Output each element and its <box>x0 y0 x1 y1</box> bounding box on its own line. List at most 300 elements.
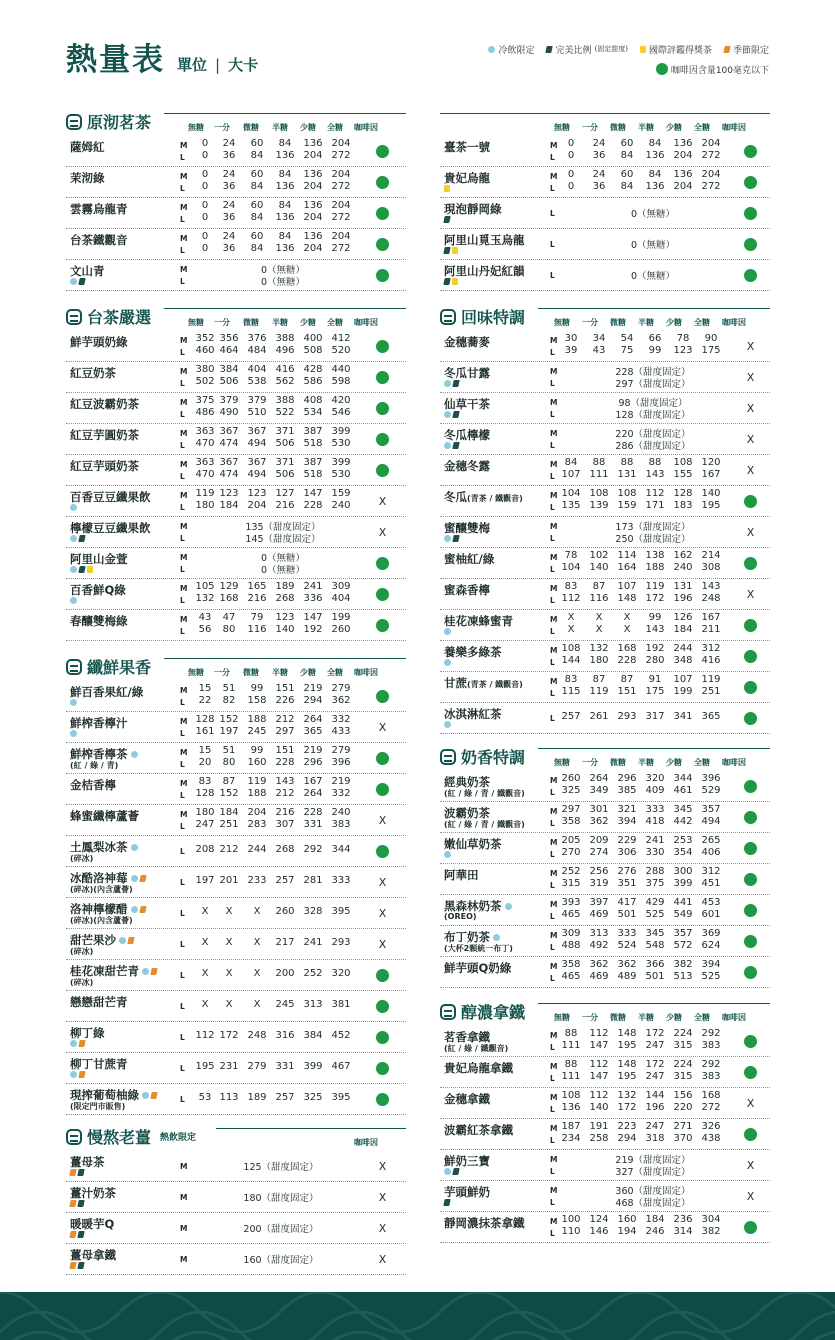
drink-name-text: 阿里山丹妃紅韻 <box>444 264 525 278</box>
calorie-value: 36 <box>592 150 606 161</box>
drink-name-text: 甜芒果沙 <box>70 933 116 947</box>
calorie-value: 184 <box>219 807 239 818</box>
calorie-value: 525 <box>645 909 665 920</box>
calorie-value: 383 <box>701 1040 721 1051</box>
leaf-dark-icon <box>452 411 459 418</box>
section-rule <box>538 748 770 749</box>
drink-icons <box>70 730 77 737</box>
drink-name-text: 薑母拿鐵 <box>70 1248 116 1262</box>
calorie-value: 84 <box>278 231 292 242</box>
calorie-value: 429 <box>645 897 665 908</box>
drink-name <box>70 777 116 793</box>
caffeine-dot-icon <box>744 842 757 855</box>
calorie-value: 211 <box>701 624 721 635</box>
size-label: M <box>550 1217 558 1226</box>
calorie-value: 231 <box>219 1061 239 1072</box>
table-row <box>440 771 770 802</box>
column-header: 咖啡因 <box>722 1013 746 1022</box>
drink-name <box>70 201 128 217</box>
drink-icons <box>70 1169 84 1176</box>
leaf-dark-icon <box>78 278 85 285</box>
column-header: 咖啡因 <box>722 123 746 132</box>
calorie-value: 113 <box>219 1092 239 1103</box>
drink-note: (紅 / 綠 / 青 / 鐵觀音) <box>444 789 525 798</box>
leaf-dark-icon <box>452 442 459 449</box>
calorie-value: 140 <box>589 1102 609 1113</box>
drink-icons <box>444 278 458 285</box>
drink-name <box>70 551 128 567</box>
size-label: M <box>180 491 188 500</box>
calorie-value: 344 <box>673 773 693 784</box>
calorie-value: X <box>623 612 631 623</box>
calorie-value: 309 <box>561 928 581 939</box>
section-title-text: 纖鮮果香 <box>87 658 152 677</box>
calorie-value: 161 <box>195 726 215 737</box>
calorie-value: 367 <box>247 457 267 468</box>
drink-name-text: 檸檬豆豆纖果飲 <box>70 521 151 535</box>
calorie-value: 465 <box>561 971 581 982</box>
calorie-value: 349 <box>589 785 609 796</box>
calorie-value: 244 <box>247 844 267 855</box>
calorie-value: 188 <box>247 788 267 799</box>
calorie-value: 24 <box>222 169 236 180</box>
calorie-value: 78 <box>676 333 690 344</box>
section-s7 <box>66 1125 406 1266</box>
tea-cup-icon <box>66 659 82 675</box>
calorie-value: 308 <box>701 562 721 573</box>
drink-name-text: 戀戀甜芒青 <box>70 995 128 1009</box>
calorie-value: X <box>225 906 233 917</box>
calorie-value: 123 <box>247 488 267 499</box>
caffeine-mark: X <box>746 464 755 477</box>
snowflake-icon <box>70 597 77 604</box>
calorie-value: 108 <box>673 457 693 468</box>
table-row <box>66 836 406 867</box>
drink-name-text: 紅豆芋圓奶茶 <box>70 428 139 442</box>
caffeine-dot-icon <box>376 464 389 477</box>
calorie-value: 470 <box>195 438 215 449</box>
column-header: 咖啡因 <box>354 668 378 677</box>
calorie-value: 304 <box>701 1214 721 1225</box>
calorie-value: 192 <box>303 624 323 635</box>
section-note: 熱飲限定 <box>160 1133 197 1143</box>
calorie-value: 119 <box>195 488 215 499</box>
calorie-value: 223 <box>617 1121 637 1132</box>
table-row <box>66 1244 406 1275</box>
calorie-value: 129 <box>219 581 239 592</box>
calorie-value: 120 <box>701 457 721 468</box>
section-rule <box>538 1003 770 1004</box>
legend-cold: 冷飲限定 <box>488 43 534 56</box>
drink-name <box>444 427 490 443</box>
section-title <box>440 745 525 768</box>
calorie-value: 598 <box>331 376 351 387</box>
drink-note: (大杯2顆統一布丁) <box>444 944 513 953</box>
calorie-value: 0 <box>201 169 209 180</box>
calorie-value: 24 <box>222 138 236 149</box>
table-row <box>66 991 406 1022</box>
season-leaf-icon <box>723 46 730 53</box>
drink-name-text: 冰酷洛神莓 <box>70 871 128 885</box>
caffeine-dot-icon <box>744 712 757 725</box>
calorie-value: 416 <box>275 364 295 375</box>
drink-note: (紅 / 綠 / 青) <box>70 761 119 770</box>
calorie-value: 172 <box>645 1028 665 1039</box>
tea-cup-icon <box>440 1004 456 1020</box>
calorie-value: 394 <box>701 959 721 970</box>
calorie-value: 314 <box>673 1226 693 1237</box>
calorie-value: 354 <box>673 847 693 858</box>
drink-name-text: 甘蔗 <box>444 676 467 690</box>
drink-name-text: 波霸奶茶 <box>444 806 490 820</box>
unit-label: 單位 <box>177 56 208 74</box>
leaf-dark-icon <box>452 380 459 387</box>
drink-name-text: 紅豆奶茶 <box>70 366 116 380</box>
calorie-value: 204 <box>303 150 323 161</box>
size-label: M <box>550 869 558 878</box>
calorie-value: 87 <box>592 581 606 592</box>
size-label: L <box>550 819 555 828</box>
size-label: M <box>550 584 558 593</box>
table-row <box>66 867 406 898</box>
calorie-value: 529 <box>701 785 721 796</box>
size-label: M <box>180 779 188 788</box>
calorie-value: 417 <box>617 897 637 908</box>
calorie-value: 384 <box>219 364 239 375</box>
table-row <box>66 198 406 229</box>
calorie-value: 383 <box>701 1071 721 1082</box>
caffeine-mark: X <box>378 938 387 951</box>
calorie-value: 326 <box>701 1121 721 1132</box>
calorie-value: 387 <box>303 426 323 437</box>
calorie-value: 204 <box>303 181 323 192</box>
calorie-value: 394 <box>617 816 637 827</box>
drink-name-text: 薩姆紅 <box>70 140 105 154</box>
calorie-value: 358 <box>561 816 581 827</box>
calorie-value: 288 <box>645 866 665 877</box>
size-label: M <box>180 1162 188 1171</box>
drink-name <box>444 960 511 976</box>
snowflake-icon <box>444 628 451 635</box>
drink-name <box>70 1216 114 1232</box>
snowflake-icon <box>70 566 77 573</box>
calorie-note: 0（無糖） <box>630 209 676 220</box>
calorie-value: 168 <box>617 643 637 654</box>
drink-name-text: 洛神檸檬醋 <box>70 902 128 916</box>
calorie-value: 325 <box>303 1092 323 1103</box>
calorie-value: 87 <box>592 674 606 685</box>
calorie-value: 144 <box>561 655 581 666</box>
caffeine-mark: X <box>746 340 755 353</box>
caffeine-dot-icon <box>744 238 757 251</box>
legend <box>480 42 769 76</box>
legend-ratio: 完美比例 (固定甜度) <box>546 43 627 56</box>
caffeine-dot-icon <box>744 176 757 189</box>
calorie-value: 116 <box>247 624 267 635</box>
size-label: M <box>550 962 558 971</box>
drink-name-text: 鮮榨香檸茶 <box>70 747 128 761</box>
legend-award: 國際評鑑得獎茶 <box>640 43 712 56</box>
calorie-note: 125（甜度固定） <box>243 1162 319 1173</box>
calorie-value: 184 <box>673 624 693 635</box>
calorie-value: 524 <box>617 940 637 951</box>
caffeine-dot-icon <box>744 619 757 632</box>
calorie-value: 60 <box>250 169 264 180</box>
drink-name-text: 金穗冬露 <box>444 459 490 473</box>
calorie-value: 212 <box>219 844 239 855</box>
drink-name-text: 鮮芋頭Q奶綠 <box>444 961 512 975</box>
calorie-value: 0 <box>201 150 209 161</box>
section-title-text: 醇濃拿鐵 <box>461 1003 526 1022</box>
calorie-value: 341 <box>673 711 693 722</box>
size-label: L <box>550 596 555 605</box>
calorie-value: 84 <box>620 181 634 192</box>
drink-tea-option: (青茶 / 鐵觀音) <box>467 680 523 689</box>
column-header: 無糖 <box>554 318 570 327</box>
calorie-value: 396 <box>331 757 351 768</box>
leaf-dark-icon <box>443 247 450 254</box>
calorie-value: 140 <box>589 562 609 573</box>
drink-name-text: 黑森林奶茶 <box>444 899 502 913</box>
calorie-note: 327（甜度固定） <box>615 1167 691 1178</box>
calorie-value: 331 <box>275 1061 295 1072</box>
calorie-value: 265 <box>701 835 721 846</box>
size-label: L <box>550 1167 555 1176</box>
size-label: M <box>550 553 558 562</box>
size-label: M <box>180 522 188 531</box>
calorie-value: 420 <box>331 395 351 406</box>
snowflake-icon <box>70 504 77 511</box>
calorie-value: 345 <box>673 804 693 815</box>
calorie-value: 461 <box>673 785 693 796</box>
column-header: 少糖 <box>666 318 682 327</box>
calorie-value: 108 <box>561 1090 581 1101</box>
tea-cup-icon <box>66 114 82 130</box>
footer-band <box>0 1292 835 1340</box>
size-label: L <box>180 1002 185 1011</box>
calorie-value: 212 <box>275 714 295 725</box>
size-label: L <box>180 822 185 831</box>
snowflake-icon <box>444 411 451 418</box>
calorie-value: 375 <box>195 395 215 406</box>
calorie-value: 164 <box>617 562 637 573</box>
drink-name-text: 現泡靜岡綠 <box>444 202 502 216</box>
drink-icons <box>444 216 450 223</box>
section-title-text: 台茶嚴選 <box>87 308 152 327</box>
calorie-value: 83 <box>564 674 578 685</box>
unit-value: 大卡 <box>228 56 259 74</box>
drink-name-text: 桂花凍蜂蜜青 <box>444 614 513 628</box>
season-leaf-icon <box>78 1040 85 1047</box>
calorie-value: 36 <box>222 243 236 254</box>
calorie-value: 84 <box>250 243 264 254</box>
drink-icons <box>444 851 451 858</box>
leaf-dark-icon <box>452 1168 459 1175</box>
calorie-value: 465 <box>561 909 581 920</box>
calorie-value: 371 <box>275 426 295 437</box>
calorie-value: 84 <box>564 457 578 468</box>
caffeine-mark: X <box>746 1190 755 1203</box>
leaf-dark-icon <box>77 1169 84 1176</box>
calorie-value: 112 <box>589 1028 609 1039</box>
calorie-value: 112 <box>589 1090 609 1101</box>
calorie-value: 168 <box>219 593 239 604</box>
calorie-value: 470 <box>195 469 215 480</box>
table-row <box>66 455 406 486</box>
caffeine-mark: X <box>378 1222 387 1235</box>
table-row <box>440 610 770 641</box>
calorie-value: 91 <box>648 674 662 685</box>
calorie-value: 43 <box>198 612 212 623</box>
calorie-value: 268 <box>275 593 295 604</box>
calorie-value: 229 <box>617 835 637 846</box>
table-row <box>66 579 406 610</box>
size-label: L <box>550 1229 555 1238</box>
column-header: 全糖 <box>694 1013 710 1022</box>
drink-name <box>444 365 490 381</box>
caffeine-dot-icon <box>376 176 389 189</box>
table-row <box>66 393 406 424</box>
column-header: 無糖 <box>554 1013 570 1022</box>
calorie-value: 330 <box>645 847 665 858</box>
drink-name-text: 暖暖芋Q <box>70 1217 115 1231</box>
calorie-value: 75 <box>620 345 634 356</box>
section-title-text: 回味特調 <box>461 308 526 327</box>
calorie-value: 525 <box>701 971 721 982</box>
calorie-value: 244 <box>673 643 693 654</box>
table-row <box>440 393 770 424</box>
calorie-value: 172 <box>645 593 665 604</box>
calorie-value: 312 <box>701 643 721 654</box>
size-label: M <box>180 460 188 469</box>
tea-cup-icon <box>66 1129 82 1145</box>
calorie-value: 400 <box>303 333 323 344</box>
calorie-value: X <box>253 999 261 1010</box>
size-label: L <box>550 441 555 450</box>
award-icon <box>444 185 450 192</box>
table-row <box>440 1057 770 1088</box>
calorie-value: 180 <box>589 655 609 666</box>
calorie-value: 209 <box>589 835 609 846</box>
calorie-value: 219 <box>303 683 323 694</box>
calorie-value: 494 <box>247 438 267 449</box>
calorie-value: 172 <box>617 1102 637 1113</box>
drink-name-text: 百香豆豆纖果飲 <box>70 490 151 504</box>
drink-name-text: 茉沏綠 <box>70 171 105 185</box>
calorie-value: 104 <box>561 562 581 573</box>
calorie-value: 306 <box>617 847 637 858</box>
caffeine-mark: X <box>378 1191 387 1204</box>
size-label: M <box>180 686 188 695</box>
size-label: L <box>180 503 185 512</box>
calorie-value: 260 <box>561 773 581 784</box>
calorie-value: 316 <box>275 1030 295 1041</box>
size-label: L <box>180 1064 185 1073</box>
drink-name <box>70 1025 105 1041</box>
calorie-value: 195 <box>617 1040 637 1051</box>
caffeine-dot-icon <box>744 557 757 570</box>
calorie-value: 135 <box>561 500 581 511</box>
table-row <box>440 926 770 957</box>
calorie-value: 160 <box>247 757 267 768</box>
drink-name <box>70 458 139 474</box>
caffeine-mark: X <box>378 814 387 827</box>
caffeine-dot-icon <box>744 1066 757 1079</box>
size-label: L <box>180 878 185 887</box>
caffeine-mark: X <box>378 495 387 508</box>
caffeine-dot-icon <box>376 1062 389 1075</box>
calorie-value: 396 <box>701 773 721 784</box>
calorie-value: 158 <box>247 695 267 706</box>
drink-icons <box>444 247 458 254</box>
drink-note: (碎冰) <box>70 978 94 987</box>
caffeine-dot-icon <box>376 207 389 220</box>
calorie-value: 474 <box>219 469 239 480</box>
calorie-value: X <box>567 624 575 635</box>
caffeine-dot-icon <box>376 433 389 446</box>
calorie-value: 332 <box>331 714 351 725</box>
calorie-value: 105 <box>195 581 215 592</box>
drink-name-text: 土鳳梨冰茶 <box>70 840 128 854</box>
drink-name <box>444 613 513 629</box>
caffeine-mark: X <box>378 876 387 889</box>
calorie-value: 496 <box>275 345 295 356</box>
calorie-value: 47 <box>222 612 236 623</box>
drink-name <box>70 263 105 279</box>
size-label: L <box>180 215 185 224</box>
calorie-value: 251 <box>701 686 721 697</box>
size-label: L <box>550 1043 555 1052</box>
table-row <box>66 548 406 579</box>
calorie-value: 204 <box>331 169 351 180</box>
calorie-value: 320 <box>645 773 665 784</box>
caffeine-dot-icon <box>376 269 389 282</box>
drink-name-text: 冰淇淋紅茶 <box>444 707 502 721</box>
size-label: M <box>550 398 558 407</box>
calorie-value: 245 <box>275 999 295 1010</box>
calorie-value: 363 <box>195 457 215 468</box>
drink-name-text: 阿里山金萱 <box>70 552 128 566</box>
calorie-value: 204 <box>247 807 267 818</box>
table-row <box>66 260 406 291</box>
calorie-value: 506 <box>275 469 295 480</box>
calorie-note: 286（甜度固定） <box>615 441 691 452</box>
calorie-value: 376 <box>247 333 267 344</box>
drink-name <box>70 334 128 350</box>
calorie-value: 272 <box>331 150 351 161</box>
calorie-value: 399 <box>673 878 693 889</box>
calorie-value: 60 <box>250 200 264 211</box>
calorie-value: 53 <box>198 1092 212 1103</box>
calorie-value: 60 <box>620 169 634 180</box>
drink-name <box>444 520 490 536</box>
drink-name <box>70 582 126 598</box>
season-leaf-icon <box>127 937 134 944</box>
calorie-value: 107 <box>561 469 581 480</box>
page-header <box>66 34 258 79</box>
calorie-value: 241 <box>303 937 323 948</box>
calorie-value: 136 <box>275 181 295 192</box>
section-rule <box>538 308 770 309</box>
award-icon <box>452 247 458 254</box>
drink-name-text: 冬瓜甘露 <box>444 366 490 380</box>
calorie-value: 506 <box>219 376 239 387</box>
table-row <box>440 548 770 579</box>
size-label: M <box>180 141 188 150</box>
calorie-value: 264 <box>303 788 323 799</box>
calorie-value: 205 <box>561 835 581 846</box>
season-leaf-icon <box>69 1231 76 1238</box>
